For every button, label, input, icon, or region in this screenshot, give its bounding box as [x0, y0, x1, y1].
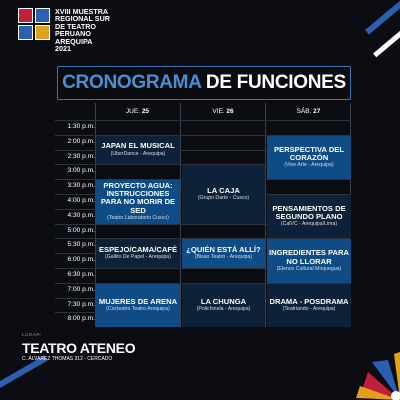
event-title: MUJERES DE ARENA	[98, 296, 178, 306]
event-block	[267, 239, 351, 282]
schedule-grid	[55, 103, 351, 327]
event-company: (Grupo Darte - Cusco)	[197, 195, 250, 202]
venue-address: C. ÁLVAREZ THOMAS 312 - CERCADO	[22, 356, 113, 362]
festival-line: PERUANO	[55, 29, 91, 39]
time-slot-label: 8:00 p.m.	[67, 315, 95, 323]
event-company: (Gallito De Papel - Arequipa)	[104, 254, 172, 261]
event-title: DRAMA - POSDRAMA	[269, 296, 349, 306]
day-name: JUE.	[125, 108, 141, 115]
day-number: 27	[311, 108, 321, 115]
time-slot-label: 5:30 p.m.	[67, 241, 95, 249]
event-block	[96, 239, 180, 268]
time-slot-label: 3:00 p.m.	[67, 167, 95, 175]
venue-name: TEATRO ATENEO	[22, 340, 136, 356]
event-company: (Cocteatro Teatro Arequipa)	[106, 306, 170, 313]
festival-line: XVIII MUESTRA	[55, 7, 109, 16]
event-company: (Elenco Cultural Moquegua)	[276, 265, 342, 272]
time-slot-label: 6:30 p.m.	[67, 271, 95, 278]
time-slot-label: 1:30 p.m.	[67, 123, 95, 130]
grid-vline	[265, 103, 266, 327]
event-title: PERSPECTIVA DEL CORAZÓN	[273, 144, 345, 162]
time-slot-label: 7:30 p.m.	[67, 300, 95, 308]
event-company: (Vive Arte - Arequipa)	[284, 162, 334, 169]
festival-line: AREQUIPA	[55, 36, 93, 46]
time-slot-label: 6:00 p.m.	[67, 256, 95, 264]
time-slot-label: 2:00 p.m.	[67, 137, 95, 145]
decorative-stripe	[365, 0, 400, 35]
day-header	[181, 103, 265, 120]
day-number: 26	[224, 108, 234, 115]
event-block	[267, 136, 351, 179]
page-title	[57, 66, 351, 100]
title-part-1: CRONOGRAMA	[62, 72, 201, 93]
festival-line: 2021	[55, 44, 71, 54]
day-number: 25	[140, 108, 150, 115]
day-name: SÁB.	[296, 108, 312, 115]
event-company: (UberDance - Arequipa)	[110, 150, 166, 157]
time-slot-label: 2:30 p.m.	[67, 152, 95, 160]
time-slot-label: 3:30 p.m.	[67, 182, 95, 190]
day-header	[95, 103, 180, 120]
event-company: (Polichinela - Arequipa)	[196, 306, 251, 313]
grid-vline	[180, 103, 181, 327]
event-title: INGREDIENTES PARA NO LLORAR	[268, 248, 350, 266]
event-block	[182, 165, 265, 223]
day-header	[266, 103, 351, 120]
event-block	[96, 136, 180, 165]
festival-line: REGIONAL SUR	[55, 14, 110, 24]
title-part-2: DE FUNCIONES	[200, 72, 346, 93]
festival-line: DE TEATRO	[55, 21, 96, 31]
event-block	[182, 239, 265, 268]
flower-decoration-icon	[332, 332, 400, 400]
time-slot-label: 4:00 p.m.	[67, 197, 95, 204]
event-block	[267, 284, 351, 327]
event-title: PENSAMIENTOS DE SEGUNDO PLANO	[272, 203, 346, 222]
event-block	[96, 180, 180, 223]
event-title: ¿QUIÉN ESTÁ ALLÍ?	[186, 245, 261, 255]
event-title: LA CAJA	[207, 185, 240, 195]
event-title: JAPAN EL MUSICAL	[101, 141, 175, 151]
day-name: VIE.	[212, 108, 225, 115]
decorative-stripe	[373, 28, 400, 58]
event-company: (Bisao Teatro - Arequipa)	[194, 254, 253, 261]
time-slot-label: 4:30 p.m.	[67, 211, 95, 219]
event-title: ESPEJO/CAMA/CAFÉ	[98, 245, 178, 255]
event-block	[267, 195, 351, 238]
venue-label: LUGAR:	[22, 333, 42, 338]
event-company: (Teatro Laboratorio Cusco)	[107, 214, 169, 221]
event-company: (Teatriando - Arequipa)	[282, 306, 336, 313]
event-title: LA CHUNGA	[200, 296, 247, 306]
time-slot-label: 5:00 p.m.	[67, 226, 95, 234]
event-block	[96, 284, 180, 327]
event-company: (CalVC - Arequipa/Lima)	[280, 221, 338, 228]
festival-logo-icon	[18, 8, 52, 52]
event-title: PROYECTO AGUA: INSTRUCCIONES PARA NO MORIR DE SED	[100, 180, 176, 215]
time-slot-label: 7:00 p.m.	[67, 285, 95, 293]
festival-name	[55, 8, 110, 52]
event-block	[182, 284, 265, 327]
grid-hline	[55, 120, 351, 121]
